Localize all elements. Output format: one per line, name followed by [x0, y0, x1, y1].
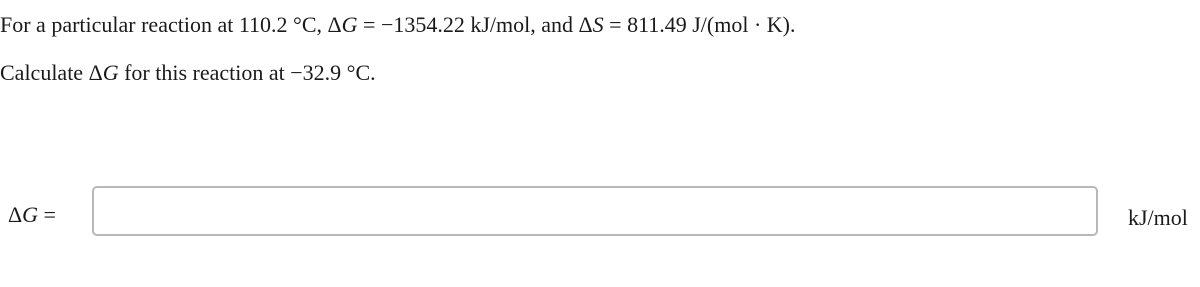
problem-question-line [0, 60, 376, 86]
answer-label-equals: = [38, 202, 56, 227]
unit-label: kJ/mol [1128, 205, 1188, 230]
answer-label-symbol: G [22, 202, 39, 227]
line2-g-symbol: G [102, 60, 119, 85]
line1-s-value: = 811.49 J/(mol · K). [603, 12, 796, 37]
line2-prefix: Calculate Δ [0, 60, 103, 85]
line1-s-symbol: S [592, 12, 604, 37]
answer-label [8, 202, 56, 228]
delta-g-answer-input[interactable] [92, 186, 1098, 236]
line1-g-value: = −1354.22 kJ/mol, and Δ [357, 12, 593, 37]
line1-prefix: For a particular reaction at 110.2 °C, Δ [0, 12, 342, 37]
line1-g-symbol: G [341, 12, 358, 37]
line2-suffix: for this reaction at −32.9 °C. [118, 60, 376, 85]
problem-statement-line-1 [0, 12, 796, 38]
answer-label-delta: Δ [8, 202, 23, 227]
